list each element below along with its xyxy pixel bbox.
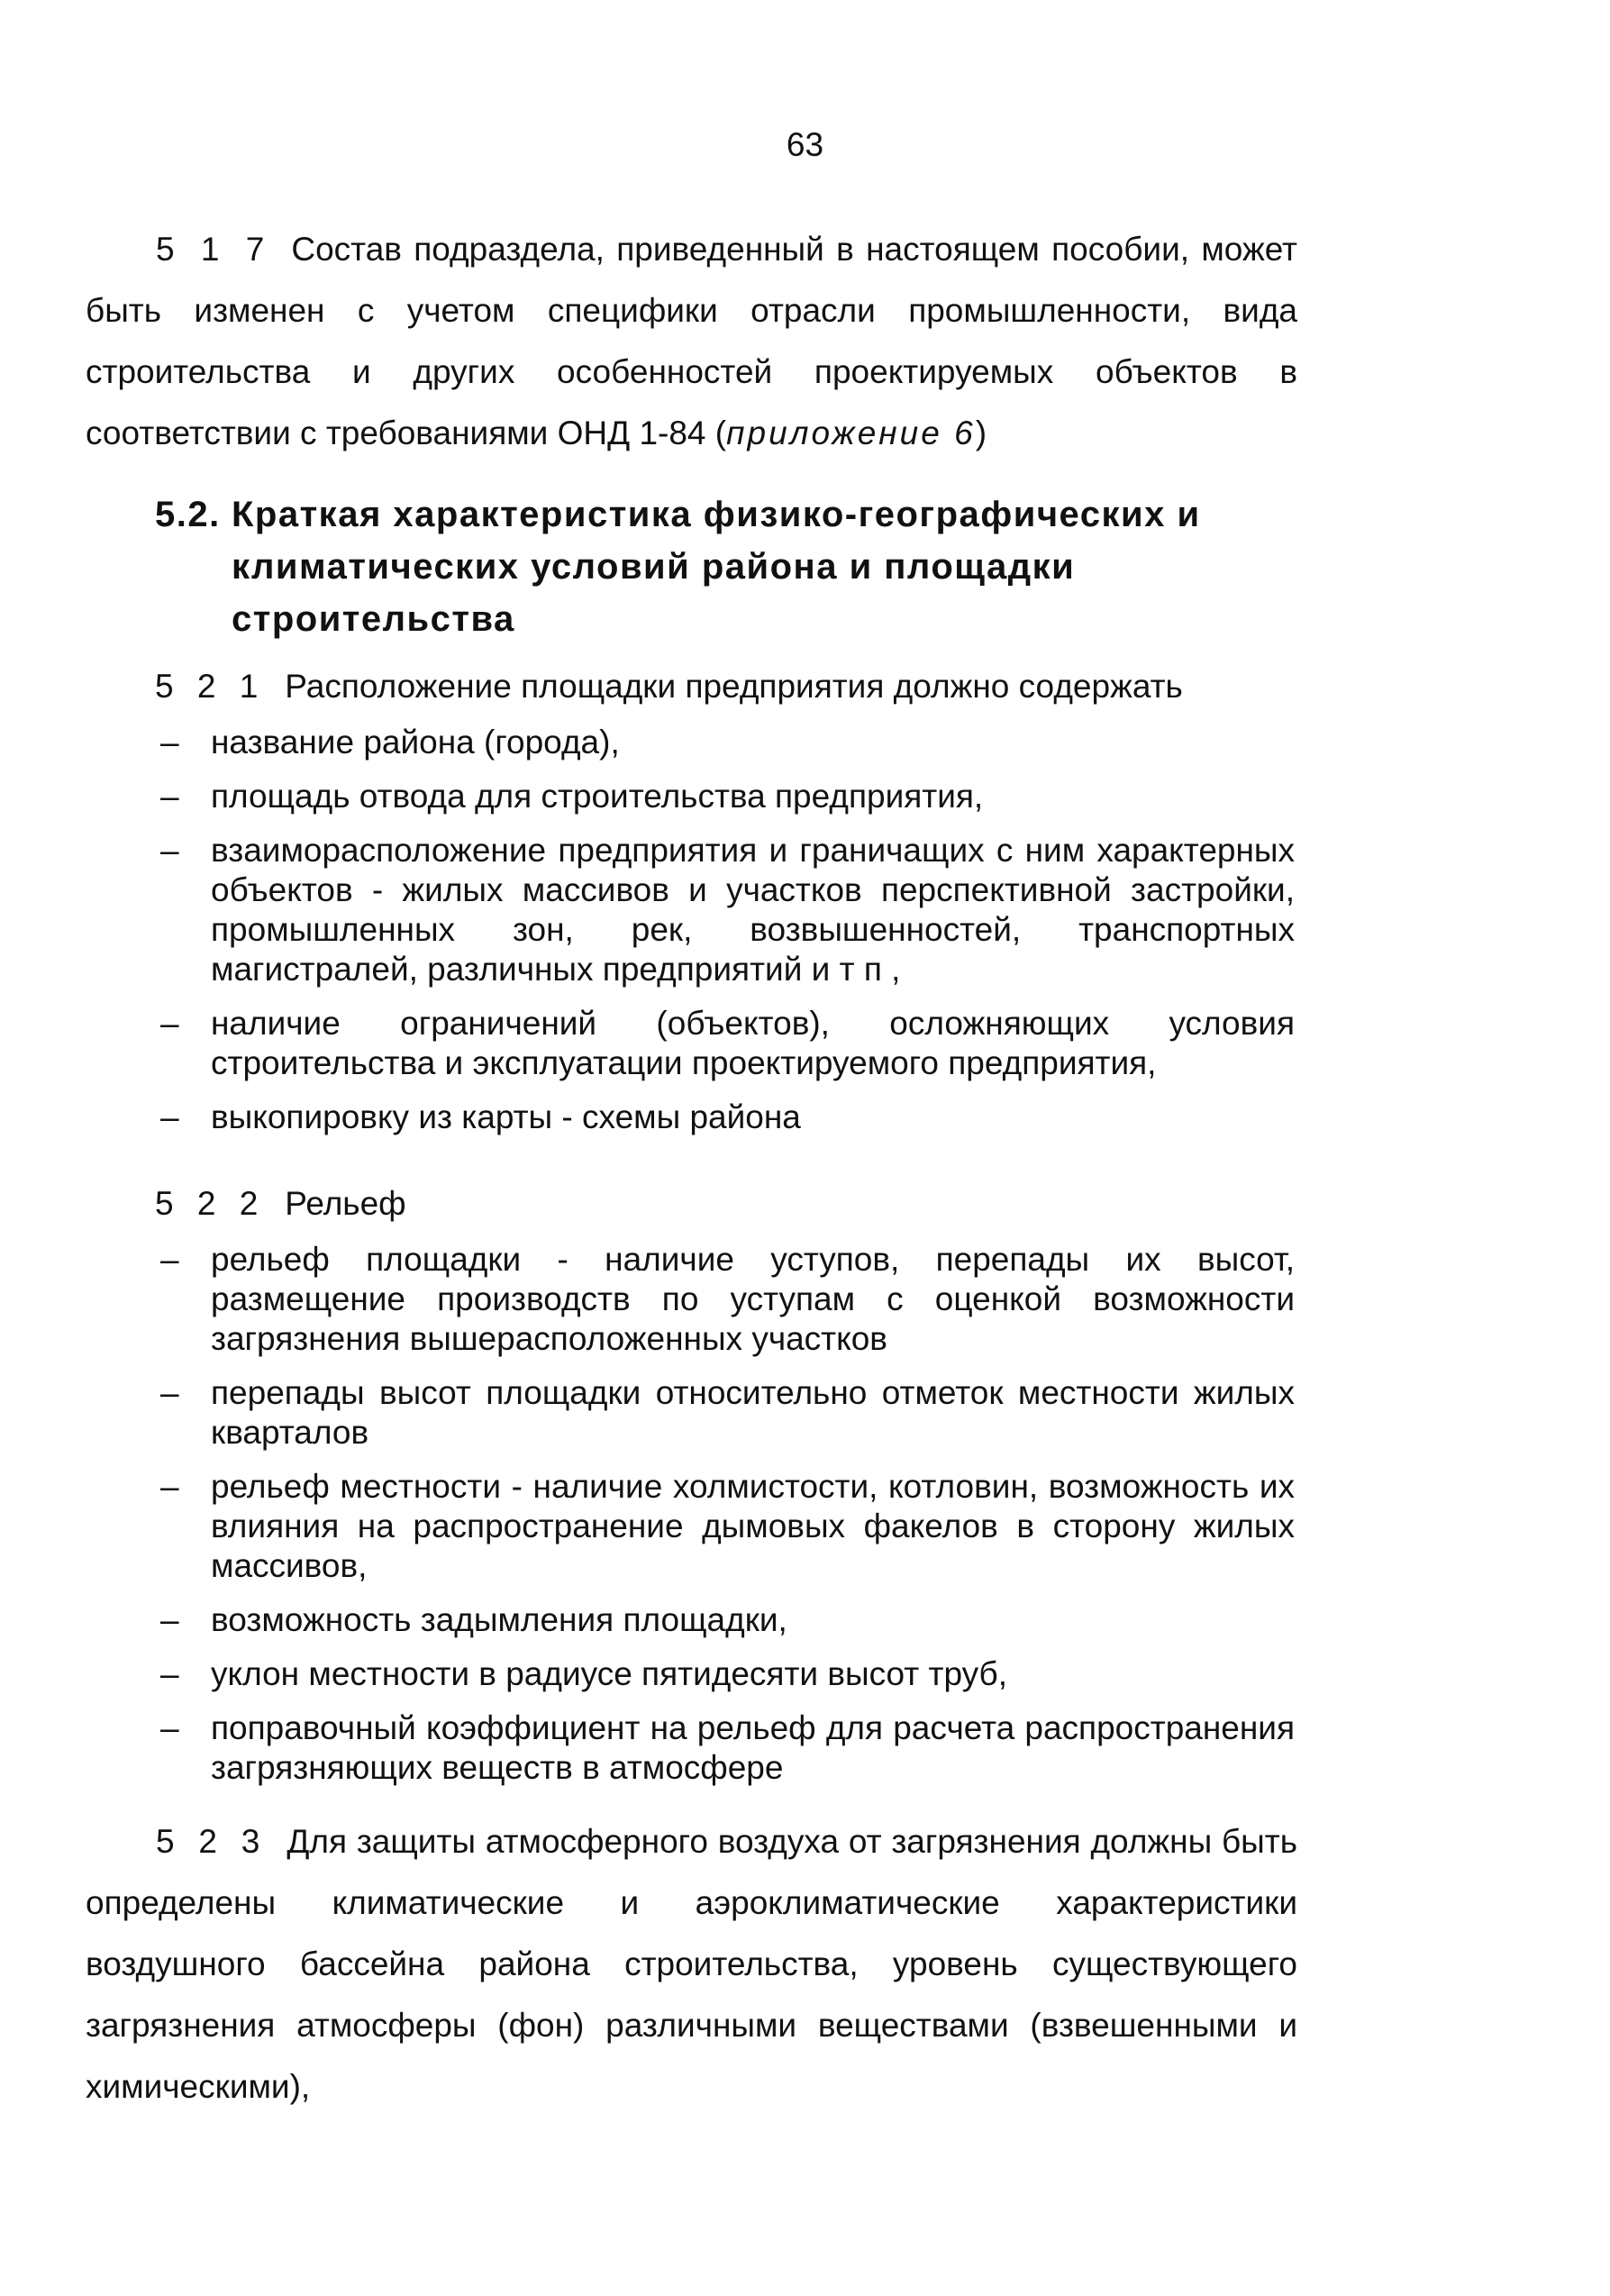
list-item: – уклон местности в радиусе пятидесяти высот труб,	[160, 1655, 1007, 1692]
list-dash: –	[160, 1655, 179, 1692]
list-item: – площадь отвода для строительства предприятия,	[160, 778, 984, 815]
list-item: – рельеф площадки - наличие уступов, перепады их высот, размещение производств по уступам с оценкой возможности загрязнения вышерасположенных участков	[160, 1241, 1295, 1357]
list-dash: –	[160, 1098, 179, 1135]
page-number: 63	[786, 126, 824, 163]
paragraph-5-1-7	[86, 219, 1297, 464]
list-item: – наличие ограничений (объектов), осложняющих условия строительства и эксплуатации проектируемого предприятия,	[160, 1005, 1295, 1081]
list-dash: –	[160, 724, 179, 761]
subsection-title: Рельеф	[285, 1185, 406, 1222]
list-dash: –	[160, 1468, 179, 1505]
subsection-5-2-2	[155, 1182, 1295, 1802]
subsection-heading	[155, 665, 1295, 708]
paragraph-text: Состав подраздела, приведенный в настоящем пособии, может быть изменен с учетом специфики отрасли промышленности, вида строительства и других особенностей проектируемых объектов в соответствии с требованиями ОНД 1-84 (	[86, 231, 1297, 451]
subsection-title: Расположение площадки предприятия должно содержать	[285, 668, 1183, 705]
list-dash: –	[160, 1601, 179, 1638]
list-dash: –	[160, 832, 179, 869]
paragraph-number: 5 2 3	[156, 1823, 268, 1860]
list-item: – поправочный коэффициент на рельеф для расчета распространения загрязняющих веществ в атмосфере	[160, 1709, 1295, 1786]
list-item: – возможность задымления площадки,	[160, 1601, 787, 1638]
list-item: – перепады высот площадки относительно отметок местности жилых кварталов	[160, 1374, 1295, 1451]
subsection-5-2-1	[155, 665, 1295, 1152]
paragraph-text: Для защиты атмосферного воздуха от загрязнения должны быть определены климатические и аэроклиматические характеристики воздушного бассейна района строительства, уровень существующего загрязнения атмосферы (фон) различными веществами (взвешенными и химическими),	[86, 1823, 1297, 2105]
paragraph-5-2-3	[86, 1811, 1297, 2118]
section-heading	[155, 488, 1299, 645]
section-number: 5.2.	[155, 495, 221, 534]
list-item: – название района (города),	[160, 724, 620, 761]
paragraph-number: 5 1 7	[156, 231, 272, 268]
subsection-number: 5 2 2	[155, 1185, 266, 1222]
list-dash: –	[160, 778, 179, 815]
list-dash: –	[160, 1005, 179, 1042]
list-dash: –	[160, 1709, 179, 1746]
list-item: – взаиморасположение предприятия и граничащих с ним характерных объектов - жилых массивов и участков перспективной застройки, промышленных зон, рек, возвышенностей, транспортных магистралей, различных предприятий и т п ,	[160, 832, 1295, 988]
subsection-number: 5 2 1	[155, 668, 266, 705]
list-item: – рельеф местности - наличие холмистости, котловин, возможность их влияния на распространение дымовых факелов в сторону жилых массивов,	[160, 1468, 1295, 1584]
list-dash: –	[160, 1241, 179, 1278]
list-dash: –	[160, 1374, 179, 1411]
appendix-reference: приложение 6	[726, 415, 976, 451]
subsection-heading	[155, 1182, 1295, 1225]
section-title: Краткая характеристика физико-географических и климатических условий района и площадки строительства	[232, 495, 1201, 639]
list-item: – выкопировку из карты - схемы района	[160, 1098, 801, 1135]
paragraph-close: )	[975, 415, 987, 451]
